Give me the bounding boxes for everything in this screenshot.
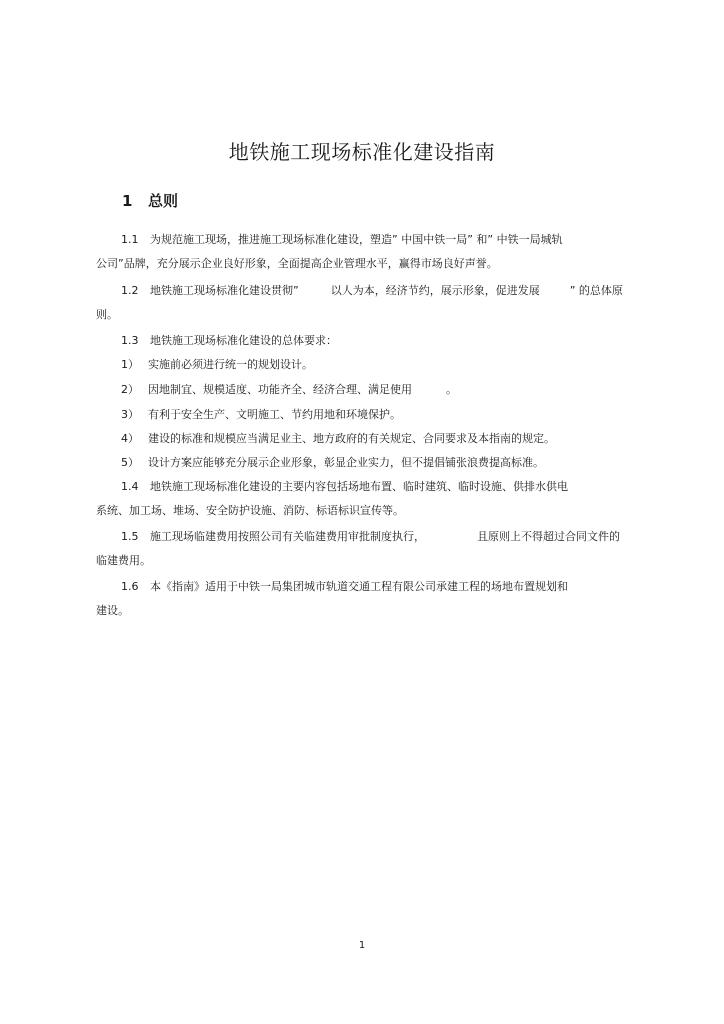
list-number: 1） bbox=[121, 358, 139, 371]
list-item bbox=[121, 452, 544, 474]
section-heading bbox=[122, 190, 178, 211]
clause-number: 1.3 bbox=[121, 334, 139, 347]
section-title: 总则 bbox=[148, 192, 179, 210]
paragraph-1-2-line-2: 则。 bbox=[96, 308, 118, 321]
list-text: 因地制宜、规模适度、功能齐全、经济合理、满足使用 bbox=[148, 383, 412, 396]
list-number: 3） bbox=[121, 408, 139, 421]
paragraph-1-4-line-2: 系统、加工场、堆场、安全防护设施、消防、标语标识宣传等。 bbox=[96, 504, 404, 517]
list-text: 实施前必须进行统一的规划设计。 bbox=[148, 358, 313, 371]
section-number: 1 bbox=[122, 192, 133, 210]
clause-number: 1.4 bbox=[121, 480, 139, 493]
paragraph-text: 且原则上不得超过合同文件的 bbox=[477, 530, 620, 543]
paragraph-text: 本《指南》适用于中铁一局集团城市轨道交通工程有限公司承建工程的场地布置规划和 bbox=[150, 580, 568, 593]
clause-number: 1.2 bbox=[121, 284, 139, 297]
paragraph-1-5-line-2: 临建费用。 bbox=[96, 554, 151, 567]
paragraph-text: 以人为本，经济节约，展示形象，促进发展 bbox=[330, 284, 540, 297]
paragraph-1-5-line-1 bbox=[121, 526, 620, 548]
paragraph-text: 为规范施工现场，推进施工现场标准化建设，塑造” 中国中铁一局” 和” 中铁一局城轨 bbox=[150, 233, 563, 246]
clause-number: 1.5 bbox=[121, 530, 139, 543]
list-number: 4） bbox=[121, 432, 139, 445]
paragraph-text: 施工现场临建费用按照公司有关临建费用审批制度执行， bbox=[150, 530, 425, 543]
paragraph-1-4-line-1 bbox=[121, 476, 568, 498]
clause-number: 1.6 bbox=[121, 580, 139, 593]
paragraph-1-1-line-1 bbox=[121, 229, 563, 251]
list-text: 建设的标准和规模应当满足业主、地方政府的有关规定、合同要求及本指南的规定。 bbox=[148, 432, 555, 445]
paragraph-text: 地铁施工现场标准化建设的总体要求： bbox=[150, 334, 337, 347]
paragraph-1-1-line-2: 公司”品牌，充分展示企业良好形象，全面提高企业管理水平，赢得市场良好声誉。 bbox=[96, 257, 498, 270]
paragraph-1-2-line-1 bbox=[121, 280, 623, 302]
list-item bbox=[121, 379, 457, 401]
paragraph-text: 地铁施工现场标准化建设的主要内容包括场地布置、临时建筑、临时设施、供排水供电 bbox=[150, 480, 568, 493]
list-item bbox=[121, 428, 555, 450]
list-item bbox=[121, 404, 401, 426]
paragraph-1-3 bbox=[121, 330, 337, 352]
list-text: 设计方案应能够充分展示企业形象，彰显企业实力，但不提倡铺张浪费提高标准。 bbox=[148, 456, 544, 469]
paragraph-text: 地铁施工现场标准化建设贯彻” bbox=[150, 284, 299, 297]
clause-number: 1.1 bbox=[121, 233, 139, 246]
list-number: 5） bbox=[121, 456, 139, 469]
page-number: 1 bbox=[358, 940, 366, 951]
list-number: 2） bbox=[121, 383, 139, 396]
list-item bbox=[121, 354, 313, 376]
paragraph-1-6-line-1 bbox=[121, 576, 568, 598]
list-text-tail: 。 bbox=[446, 383, 457, 396]
page-title: 地铁施工现场标准化建设指南 bbox=[228, 140, 496, 164]
list-text: 有利于安全生产、文明施工、节约用地和环境保护。 bbox=[148, 408, 401, 421]
paragraph-1-6-line-2: 建设。 bbox=[96, 604, 129, 617]
paragraph-text: ” 的总体原 bbox=[569, 284, 623, 297]
